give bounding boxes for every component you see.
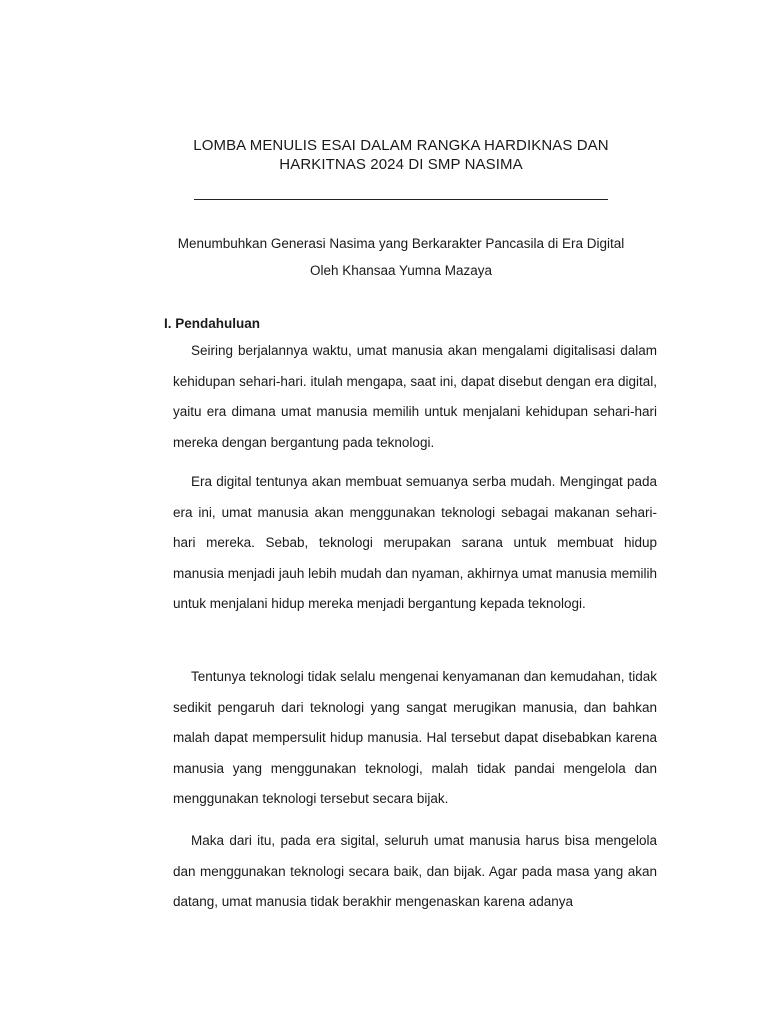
title-line-1: LOMBA MENULIS ESAI DALAM RANGKA HARDIKNAS DAN — [193, 137, 609, 154]
paragraph-2: Era digital tentunya akan membuat semuanya serba mudah. Mengingat pada era ini, umat manusia akan menggunakan teknologi sebagai makanan sehari-hari mereka. Sebab, teknologi merupakan sarana untuk membuat hidup manusia menjadi jauh lebih mudah dan nyaman, akhirnya umat manusia memilih untuk menjalani hidup mereka menjadi bergantung kepada teknologi. — [173, 474, 658, 612]
title-line-2: HARKITNAS 2024 DI SMP NASIMA — [279, 156, 523, 173]
title-divider — [194, 199, 608, 200]
section-heading: I. Pendahuluan — [164, 316, 261, 331]
document-title — [120, 136, 682, 174]
paragraph-3: Tentunya teknologi tidak selalu mengenai kenyamanan dan kemudahan, tidak sedikit pengaruh dari teknologi yang sangat merugikan manusia, dan bahkan malah dapat mempersulit hidup manusia. Hal tersebut dapat disebabkan karena manusia yang menggunakan teknologi, malah tidak pandai mengelola dan menggunakan teknologi tersebut secara bijak. — [173, 669, 657, 807]
paragraph-4: Maka dari itu, pada era sigital, seluruh umat manusia harus bisa mengelola dan menggunakan teknologi secara baik, dan bijak. Agar pada masa yang akan datang, umat manusia tidak berakhir mengenaskan karena adanya — [173, 833, 657, 910]
paragraph-1: Seiring berjalannya waktu, umat manusia akan mengalami digitalisasi dalam kehidupan sehari-hari. itulah mengapa, saat ini, dapat disebut dengan era digital, yaitu era dimana umat manusia memilih untuk menjalani kehidupan sehari-hari mereka dengan bergantung pada teknologi. — [173, 343, 657, 450]
essay-subtitle: Menumbuhkan Generasi Nasima yang Berkarakter Pancasila di Era Digital — [177, 236, 625, 251]
author-line: Oleh Khansaa Yumna Mazaya — [309, 263, 493, 278]
